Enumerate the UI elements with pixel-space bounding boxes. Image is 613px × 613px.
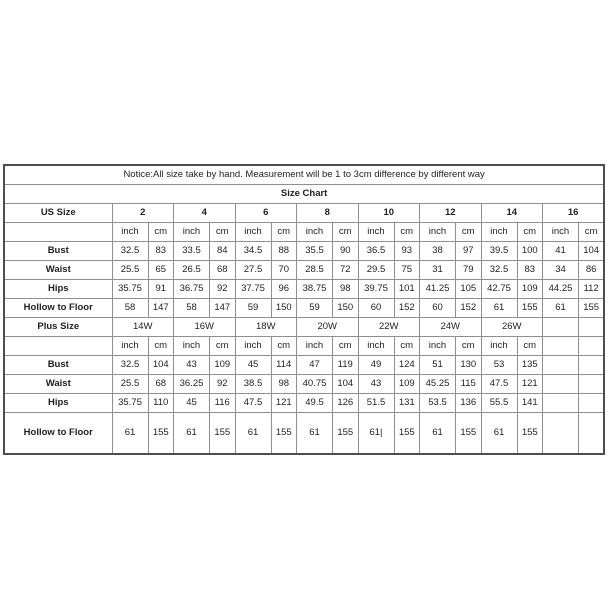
notice-row	[4, 165, 604, 185]
table-row	[4, 204, 604, 223]
unit-cm-cell: cm	[456, 337, 482, 356]
measurement-cell: 116	[210, 394, 236, 413]
measurement-cell: 26.5	[174, 261, 210, 280]
size-chart-table	[3, 164, 605, 455]
measurement-cell: 61	[174, 413, 210, 455]
measurement-cell: 83	[148, 242, 174, 261]
table-row	[4, 261, 604, 280]
us-size-value: 8	[297, 204, 359, 223]
measurement-cell: 88	[271, 242, 297, 261]
measurement-cell: 36.25	[174, 375, 210, 394]
unit-inch-cell: inch	[112, 223, 148, 242]
size-chart-title: Size Chart	[4, 185, 604, 204]
plus-size-value: 24W	[420, 318, 482, 337]
measurement-cell: 68	[210, 261, 236, 280]
measurement-cell: 47.5	[481, 375, 517, 394]
measurement-cell	[543, 413, 579, 455]
measurement-cell: 121	[271, 394, 297, 413]
us-size-value: 4	[174, 204, 236, 223]
measurement-cell: 109	[210, 356, 236, 375]
measurement-cell	[579, 375, 605, 394]
measurement-cell: 83	[517, 261, 543, 280]
measurement-cell: 28.5	[297, 261, 333, 280]
measurement-cell: 98	[271, 375, 297, 394]
unit-cm-cell: cm	[210, 223, 236, 242]
us-size-value: 14	[481, 204, 543, 223]
unit-inch-cell: inch	[174, 337, 210, 356]
measurement-cell: 45	[235, 356, 271, 375]
measurement-cell: 152	[456, 299, 482, 318]
measurement-cell: 38.75	[297, 280, 333, 299]
measurement-cell: 68	[148, 375, 174, 394]
unit-cm-cell: cm	[517, 223, 543, 242]
row-label: Hollow to Floor	[4, 413, 112, 455]
table-row	[4, 413, 604, 455]
us-size-value: 2	[112, 204, 174, 223]
measurement-cell: 38	[420, 242, 456, 261]
measurement-cell: 155	[394, 413, 420, 455]
measurement-cell: 35.75	[112, 394, 148, 413]
measurement-cell: 136	[456, 394, 482, 413]
measurement-cell: 32.5	[112, 242, 148, 261]
plus-size-value: 20W	[297, 318, 359, 337]
row-label: Bust	[4, 356, 112, 375]
measurement-cell	[543, 356, 579, 375]
measurement-cell: 40.75	[297, 375, 333, 394]
plus-size-header-label: Plus Size	[4, 318, 112, 337]
measurement-cell: 53.5	[420, 394, 456, 413]
measurement-cell: 131	[394, 394, 420, 413]
measurement-cell: 51.5	[358, 394, 394, 413]
measurement-cell: 47.5	[235, 394, 271, 413]
row-label: Hollow to Floor	[4, 299, 112, 318]
measurement-cell: 58	[174, 299, 210, 318]
measurement-cell: 104	[579, 242, 605, 261]
measurement-cell: 93	[394, 242, 420, 261]
empty-cell	[543, 318, 579, 337]
table-row	[4, 280, 604, 299]
empty-cell	[543, 337, 579, 356]
measurement-cell: 61	[297, 413, 333, 455]
measurement-cell: 31	[420, 261, 456, 280]
measurement-cell: 97	[456, 242, 482, 261]
measurement-cell: 47	[297, 356, 333, 375]
measurement-cell: 110	[148, 394, 174, 413]
measurement-cell: 43	[174, 356, 210, 375]
measurement-cell: 25.5	[112, 375, 148, 394]
measurement-cell: 112	[579, 280, 605, 299]
measurement-cell: 38.5	[235, 375, 271, 394]
unit-inch-cell: inch	[420, 223, 456, 242]
measurement-cell: 29.5	[358, 261, 394, 280]
measurement-cell: 42.75	[481, 280, 517, 299]
unit-inch-cell: inch	[481, 223, 517, 242]
plus-size-value: 16W	[174, 318, 236, 337]
table-row	[4, 356, 604, 375]
measurement-cell: 61|	[358, 413, 394, 455]
measurement-cell: 105	[456, 280, 482, 299]
measurement-cell: 35.5	[297, 242, 333, 261]
plus-size-value: 26W	[481, 318, 543, 337]
measurement-cell: 39.75	[358, 280, 394, 299]
measurement-cell: 104	[333, 375, 359, 394]
unit-cm-cell: cm	[333, 337, 359, 356]
measurement-cell: 59	[297, 299, 333, 318]
measurement-cell: 39.5	[481, 242, 517, 261]
measurement-cell: 61	[420, 413, 456, 455]
measurement-cell: 27.5	[235, 261, 271, 280]
measurement-cell: 126	[333, 394, 359, 413]
measurement-cell: 104	[148, 356, 174, 375]
unit-inch-cell: inch	[297, 223, 333, 242]
unit-cm-cell: cm	[579, 223, 605, 242]
measurement-cell: 155	[271, 413, 297, 455]
measurement-cell: 61	[112, 413, 148, 455]
row-label: Hips	[4, 280, 112, 299]
table-row	[4, 375, 604, 394]
measurement-cell: 61	[543, 299, 579, 318]
measurement-cell: 91	[148, 280, 174, 299]
row-label: Bust	[4, 242, 112, 261]
us-size-value: 10	[358, 204, 420, 223]
table-row	[4, 337, 604, 356]
table-row	[4, 318, 604, 337]
unit-inch-cell: inch	[543, 223, 579, 242]
us-size-value: 12	[420, 204, 482, 223]
measurement-cell	[543, 394, 579, 413]
unit-cm-cell: cm	[271, 223, 297, 242]
unit-cm-cell: cm	[517, 337, 543, 356]
measurement-cell: 86	[579, 261, 605, 280]
measurement-cell: 150	[271, 299, 297, 318]
measurement-cell	[543, 375, 579, 394]
measurement-cell: 141	[517, 394, 543, 413]
plus-size-value: 18W	[235, 318, 297, 337]
measurement-cell: 33.5	[174, 242, 210, 261]
unit-cm-cell: cm	[394, 337, 420, 356]
unit-cm-cell: cm	[148, 337, 174, 356]
measurement-cell: 98	[333, 280, 359, 299]
unit-inch-cell: inch	[112, 337, 148, 356]
measurement-cell	[579, 356, 605, 375]
measurement-cell	[579, 413, 605, 455]
unit-inch-cell: inch	[481, 337, 517, 356]
title-row	[4, 185, 604, 204]
unit-inch-cell: inch	[358, 223, 394, 242]
unit-cm-cell: cm	[456, 223, 482, 242]
measurement-cell: 79	[456, 261, 482, 280]
measurement-cell: 58	[112, 299, 148, 318]
measurement-cell: 72	[333, 261, 359, 280]
measurement-cell: 60	[420, 299, 456, 318]
measurement-cell: 150	[333, 299, 359, 318]
unit-inch-cell: inch	[420, 337, 456, 356]
empty-label-cell	[4, 337, 112, 356]
measurement-cell: 45	[174, 394, 210, 413]
measurement-cell: 147	[210, 299, 236, 318]
measurement-cell: 32.5	[481, 261, 517, 280]
measurement-cell: 130	[456, 356, 482, 375]
measurement-cell: 25.5	[112, 261, 148, 280]
measurement-cell: 55.5	[481, 394, 517, 413]
measurement-cell: 155	[333, 413, 359, 455]
measurement-cell: 59	[235, 299, 271, 318]
row-label: Waist	[4, 261, 112, 280]
us-size-header-label: US Size	[4, 204, 112, 223]
size-chart-container	[3, 164, 603, 455]
measurement-cell: 61	[481, 413, 517, 455]
notice-text: Notice:All size take by hand. Measurement will be 1 to 3cm difference by different way	[4, 165, 604, 185]
measurement-cell: 152	[394, 299, 420, 318]
measurement-cell: 135	[517, 356, 543, 375]
measurement-cell: 96	[271, 280, 297, 299]
measurement-cell	[579, 394, 605, 413]
measurement-cell: 115	[456, 375, 482, 394]
table-row	[4, 299, 604, 318]
table-row	[4, 242, 604, 261]
measurement-cell: 155	[517, 299, 543, 318]
measurement-cell: 35.75	[112, 280, 148, 299]
measurement-cell: 65	[148, 261, 174, 280]
measurement-cell: 155	[148, 413, 174, 455]
table-row	[4, 394, 604, 413]
unit-inch-cell: inch	[297, 337, 333, 356]
measurement-cell: 155	[517, 413, 543, 455]
unit-cm-cell: cm	[148, 223, 174, 242]
measurement-cell: 109	[394, 375, 420, 394]
plus-size-value: 14W	[112, 318, 174, 337]
measurement-cell: 75	[394, 261, 420, 280]
measurement-cell: 34.5	[235, 242, 271, 261]
measurement-cell: 61	[481, 299, 517, 318]
row-label: Waist	[4, 375, 112, 394]
measurement-cell: 36.5	[358, 242, 394, 261]
measurement-cell: 155	[456, 413, 482, 455]
empty-label-cell	[4, 223, 112, 242]
row-label: Hips	[4, 394, 112, 413]
unit-inch-cell: inch	[235, 223, 271, 242]
table-row	[4, 223, 604, 242]
unit-inch-cell: inch	[235, 337, 271, 356]
plus-size-value: 22W	[358, 318, 420, 337]
measurement-cell: 34	[543, 261, 579, 280]
measurement-cell: 84	[210, 242, 236, 261]
measurement-cell: 101	[394, 280, 420, 299]
unit-cm-cell: cm	[333, 223, 359, 242]
measurement-cell: 70	[271, 261, 297, 280]
measurement-cell: 37.75	[235, 280, 271, 299]
us-size-value: 16	[543, 204, 605, 223]
measurement-cell: 155	[210, 413, 236, 455]
measurement-cell: 45.25	[420, 375, 456, 394]
measurement-cell: 100	[517, 242, 543, 261]
us-size-value: 6	[235, 204, 297, 223]
measurement-cell: 60	[358, 299, 394, 318]
measurement-cell: 92	[210, 375, 236, 394]
unit-inch-cell: inch	[358, 337, 394, 356]
measurement-cell: 119	[333, 356, 359, 375]
unit-inch-cell: inch	[174, 223, 210, 242]
unit-cm-cell: cm	[394, 223, 420, 242]
measurement-cell: 114	[271, 356, 297, 375]
unit-cm-cell: cm	[210, 337, 236, 356]
measurement-cell: 90	[333, 242, 359, 261]
measurement-cell: 51	[420, 356, 456, 375]
measurement-cell: 44.25	[543, 280, 579, 299]
measurement-cell: 61	[235, 413, 271, 455]
empty-cell	[579, 337, 605, 356]
measurement-cell: 155	[579, 299, 605, 318]
measurement-cell: 49.5	[297, 394, 333, 413]
measurement-cell: 36.75	[174, 280, 210, 299]
measurement-cell: 43	[358, 375, 394, 394]
measurement-cell: 92	[210, 280, 236, 299]
measurement-cell: 49	[358, 356, 394, 375]
measurement-cell: 121	[517, 375, 543, 394]
measurement-cell: 124	[394, 356, 420, 375]
measurement-cell: 41.25	[420, 280, 456, 299]
measurement-cell: 32.5	[112, 356, 148, 375]
empty-cell	[579, 318, 605, 337]
measurement-cell: 53	[481, 356, 517, 375]
unit-cm-cell: cm	[271, 337, 297, 356]
measurement-cell: 109	[517, 280, 543, 299]
measurement-cell: 147	[148, 299, 174, 318]
measurement-cell: 41	[543, 242, 579, 261]
